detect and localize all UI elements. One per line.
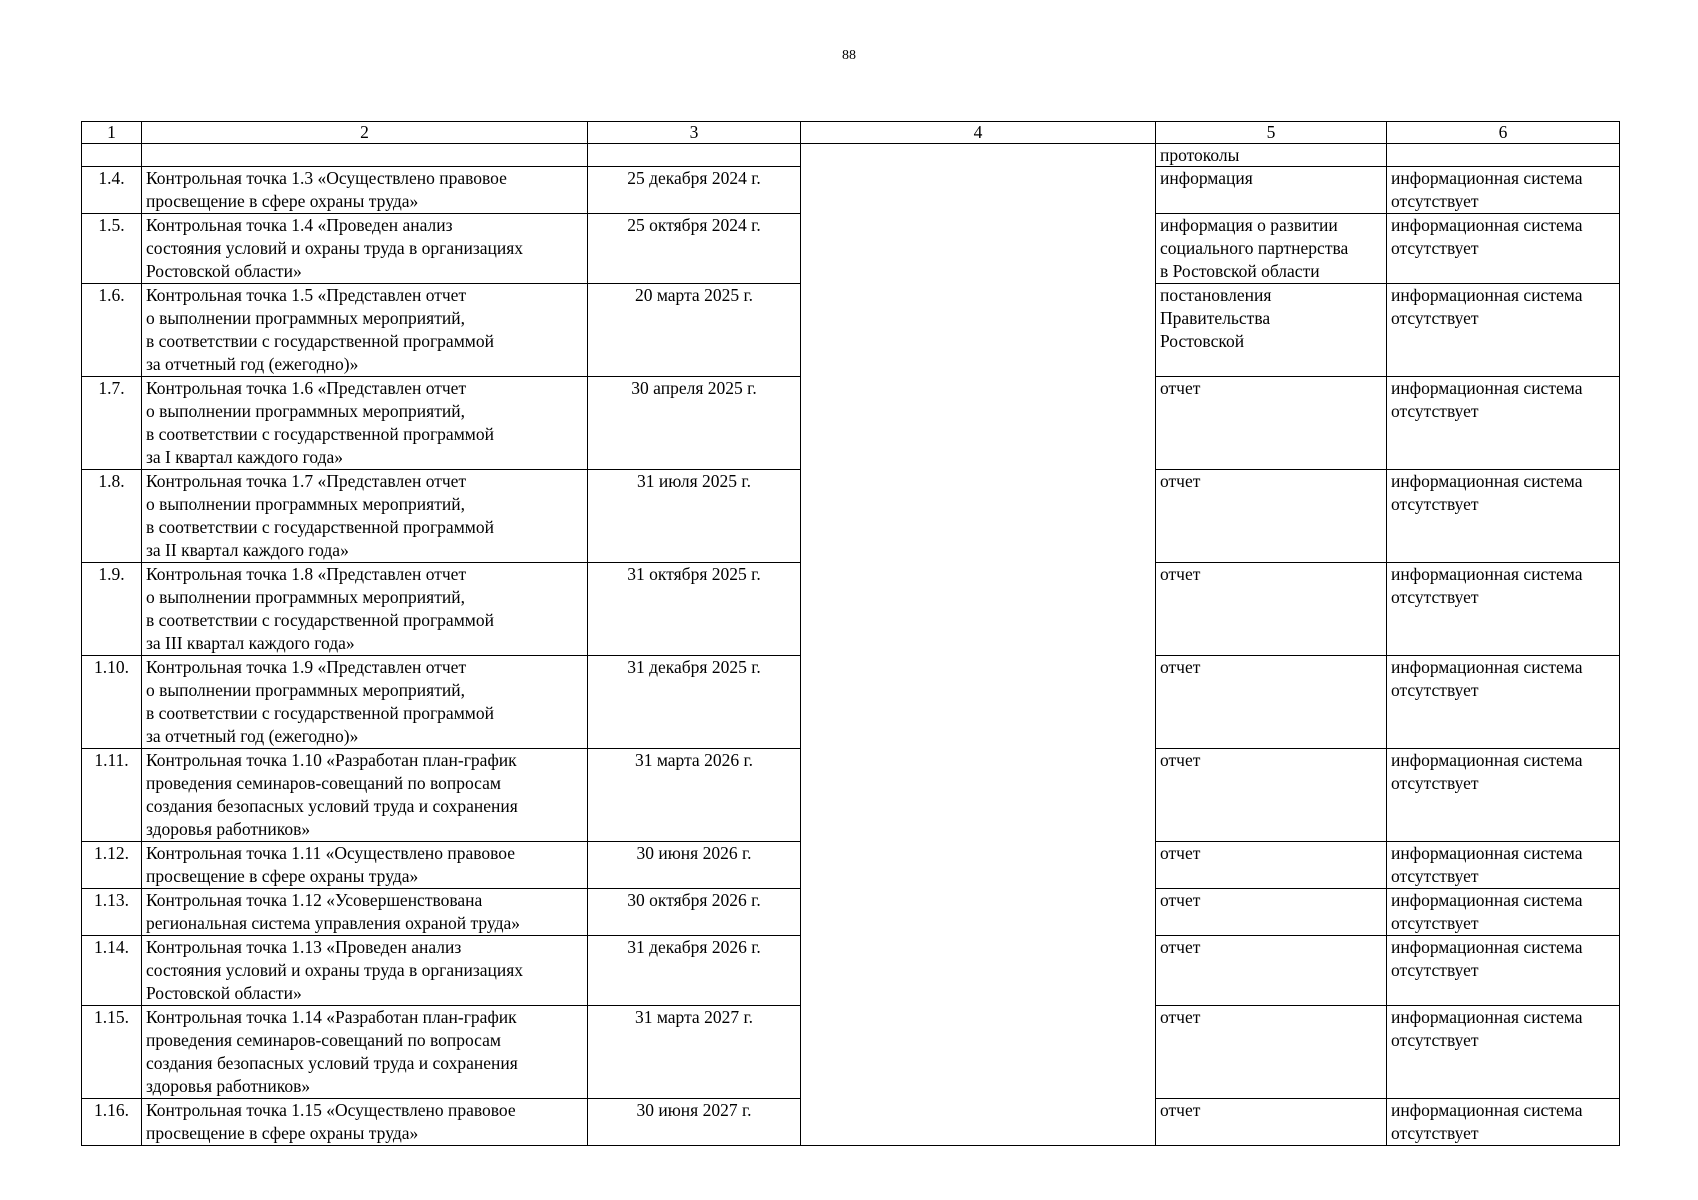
continuation-cell-1 [82, 144, 142, 167]
information-system: информационная система отсутствует [1387, 1006, 1620, 1099]
row-number: 1.11. [82, 749, 142, 842]
information-system: информационная система отсутствует [1387, 1099, 1620, 1146]
row-number: 1.15. [82, 1006, 142, 1099]
deadline-date: 31 октября 2025 г. [588, 563, 801, 656]
row-number: 1.16. [82, 1099, 142, 1146]
information-system: информационная система отсутствует [1387, 470, 1620, 563]
column-number-1: 1 [82, 122, 142, 144]
deadline-date: 31 марта 2026 г. [588, 749, 801, 842]
information-system: информационная система отсутствует [1387, 563, 1620, 656]
control-point-title: Контрольная точка 1.9 «Представлен отчет о выполнении программных мероприятий, в соответствии с государственной программой за отчетный год (ежегодно)» [142, 656, 588, 749]
deadline-date: 31 декабря 2025 г. [588, 656, 801, 749]
control-point-title: Контрольная точка 1.12 «Усовершенствована региональная система управления охраной труда» [142, 889, 588, 936]
control-point-title: Контрольная точка 1.3 «Осуществлено правовое просвещение в сфере охраны труда» [142, 167, 588, 214]
document-type: отчет [1156, 889, 1387, 936]
row-number: 1.13. [82, 889, 142, 936]
row-number: 1.5. [82, 214, 142, 284]
deadline-date: 31 июля 2025 г. [588, 470, 801, 563]
row-number: 1.14. [82, 936, 142, 1006]
document-type: информация [1156, 167, 1387, 214]
information-system: информационная система отсутствует [1387, 749, 1620, 842]
row-number: 1.9. [82, 563, 142, 656]
continuation-cell-3 [588, 144, 801, 167]
control-point-title: Контрольная точка 1.14 «Разработан план-график проведения семинаров-совещаний по вопросам создания безопасных условий труда и сохранения здоровья работников» [142, 1006, 588, 1099]
deadline-date: 25 октября 2024 г. [588, 214, 801, 284]
control-point-title: Контрольная точка 1.6 «Представлен отчет о выполнении программных мероприятий, в соответствии с государственной программой за I квартал каждого года» [142, 377, 588, 470]
document-type: отчет [1156, 656, 1387, 749]
deadline-date: 30 октября 2026 г. [588, 889, 801, 936]
document-type: отчет [1156, 563, 1387, 656]
information-system: информационная система отсутствует [1387, 842, 1620, 889]
control-point-title: Контрольная точка 1.5 «Представлен отчет о выполнении программных мероприятий, в соответствии с государственной программой за отчетный год (ежегодно)» [142, 284, 588, 377]
deadline-date: 30 июня 2027 г. [588, 1099, 801, 1146]
row-number: 1.6. [82, 284, 142, 377]
information-system: информационная система отсутствует [1387, 656, 1620, 749]
information-system: информационная система отсутствует [1387, 284, 1620, 377]
column-number-6: 6 [1387, 122, 1620, 144]
control-point-title: Контрольная точка 1.10 «Разработан план-график проведения семинаров-совещаний по вопросам создания безопасных условий труда и сохранения здоровья работников» [142, 749, 588, 842]
deadline-date: 31 марта 2027 г. [588, 1006, 801, 1099]
information-system: информационная система отсутствует [1387, 167, 1620, 214]
column-number-row [82, 122, 1620, 144]
information-system: информационная система отсутствует [1387, 936, 1620, 1006]
deadline-date: 25 декабря 2024 г. [588, 167, 801, 214]
control-point-title: Контрольная точка 1.4 «Проведен анализ состояния условий и охраны труда в организациях Ростовской области» [142, 214, 588, 284]
control-point-title: Контрольная точка 1.11 «Осуществлено правовое просвещение в сфере охраны труда» [142, 842, 588, 889]
row-number: 1.10. [82, 656, 142, 749]
page-number: 88 [842, 48, 856, 63]
column-number-3: 3 [588, 122, 801, 144]
continuation-cell-2 [142, 144, 588, 167]
document-type: отчет [1156, 377, 1387, 470]
control-points-table [81, 121, 1620, 1146]
control-point-title: Контрольная точка 1.15 «Осуществлено правовое просвещение в сфере охраны труда» [142, 1099, 588, 1146]
deadline-date: 31 декабря 2026 г. [588, 936, 801, 1006]
document-type: отчет [1156, 1006, 1387, 1099]
column-number-4: 4 [801, 122, 1156, 144]
information-system: информационная система отсутствует [1387, 889, 1620, 936]
document-type: отчет [1156, 470, 1387, 563]
document-type: постановления Правительства Ростовской [1156, 284, 1387, 377]
document-type: информация о развитии социального партнерства в Ростовской области [1156, 214, 1387, 284]
row-number: 1.7. [82, 377, 142, 470]
column-number-2: 2 [142, 122, 588, 144]
control-point-title: Контрольная точка 1.7 «Представлен отчет о выполнении программных мероприятий, в соответствии с государственной программой за II квартал каждого года» [142, 470, 588, 563]
control-point-title: Контрольная точка 1.13 «Проведен анализ состояния условий и охраны труда в организациях Ростовской области» [142, 936, 588, 1006]
control-point-title: Контрольная точка 1.8 «Представлен отчет о выполнении программных мероприятий, в соответствии с государственной программой за III квартал каждого года» [142, 563, 588, 656]
deadline-date: 30 апреля 2025 г. [588, 377, 801, 470]
merged-column-4-cell [801, 144, 1156, 1146]
deadline-date: 20 марта 2025 г. [588, 284, 801, 377]
information-system: информационная система отсутствует [1387, 214, 1620, 284]
column-number-5: 5 [1156, 122, 1387, 144]
continuation-cell-6 [1387, 144, 1620, 167]
document-type: отчет [1156, 936, 1387, 1006]
deadline-date: 30 июня 2026 г. [588, 842, 801, 889]
continuation-row [82, 144, 1620, 167]
continuation-document-cell: протоколы [1156, 144, 1387, 167]
document-type: отчет [1156, 749, 1387, 842]
document-type: отчет [1156, 842, 1387, 889]
row-number: 1.12. [82, 842, 142, 889]
document-type: отчет [1156, 1099, 1387, 1146]
information-system: информационная система отсутствует [1387, 377, 1620, 470]
row-number: 1.8. [82, 470, 142, 563]
row-number: 1.4. [82, 167, 142, 214]
